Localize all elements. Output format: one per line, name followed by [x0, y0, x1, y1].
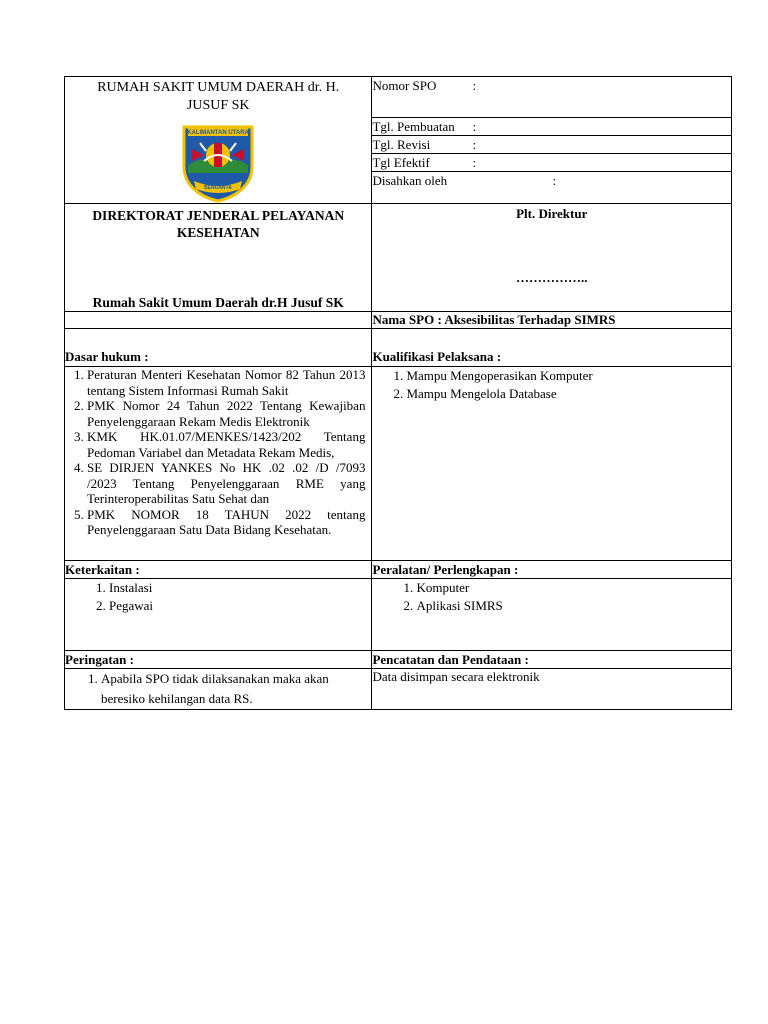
legal-basis-list — [65, 367, 371, 538]
equipment-item: 1. Komputer — [416, 579, 725, 597]
meta-label-efektif: Tgl Efektif — [372, 154, 472, 172]
equipment-list — [372, 579, 731, 615]
related-title: Keterkaitan : — [65, 561, 372, 579]
related-item: 1. Instalasi — [109, 579, 365, 597]
hospital-cell — [65, 77, 372, 204]
qualification-cell — [372, 367, 732, 561]
recording-title: Pencatatan dan Pendataan : — [372, 651, 732, 669]
meta-table — [372, 77, 731, 189]
hospital-logo-emblem — [178, 121, 258, 203]
meta-label-revisi: Tgl. Revisi — [372, 136, 472, 154]
warning-item: 1. Apabila SPO tidak dilaksanakan maka akan beresiko kehilangan data RS. — [101, 669, 365, 709]
legal-basis-item: 2. PMK Nomor 24 Tahun 2022 Tentang Kewajiban Penyelenggaraan Rekam Medis Elektronik — [87, 398, 365, 429]
meta-label-nomor: Nomor SPO — [372, 77, 472, 118]
related-item: 2. Pegawai — [109, 597, 365, 615]
qualification-item: 1. Mampu Mengoperasikan Komputer — [406, 367, 725, 385]
qualification-list — [372, 367, 731, 403]
meta-sep-disahkan: : — [552, 173, 557, 188]
legal-basis-item: 5. PMK NOMOR 18 TAHUN 2022 tentang Penyelenggaraan Satu Data Bidang Kesehatan. — [87, 507, 365, 538]
spo-table — [64, 76, 732, 710]
meta-sep-efektif: : — [472, 154, 731, 172]
meta-label-disahkan: Disahkan oleh — [372, 173, 448, 188]
related-cell — [65, 579, 372, 651]
hospital-name: RUMAH SAKIT UMUM DAERAH dr. H. JUSUF SK — [97, 80, 340, 113]
legal-basis-item: 3. KMK HK.01.07/MENKES/1423/202 Tentang Pedoman Variabel dan Metadata Rekam Medis, — [87, 429, 365, 460]
equipment-cell — [372, 579, 732, 651]
spo-document — [64, 76, 732, 710]
related-list — [65, 579, 371, 615]
qualification-title: Kualifikasi Pelaksana : — [372, 329, 732, 367]
qualification-item: 2. Mampu Mengelola Database — [406, 385, 725, 403]
directorate-cell — [65, 204, 372, 312]
signer-title: Plt. Direktur — [516, 206, 588, 221]
recording-text: Data disimpan secara elektronik — [372, 669, 732, 710]
spo-name: Nama SPO : Aksesibilitas Terhadap SIMRS — [372, 312, 732, 329]
meta-sep-pembuatan: : — [472, 118, 731, 136]
equipment-item: 2. Aplikasi SIMRS — [416, 597, 725, 615]
directorate-hospital: Rumah Sakit Umum Daerah dr.H Jusuf SK — [92, 295, 344, 310]
signer-name: …………….. — [515, 270, 588, 285]
logo-bottom-label: BENUANTA — [204, 185, 233, 191]
signer-cell — [372, 204, 732, 312]
equipment-title: Peralatan/ Perlengkapan : — [372, 561, 732, 579]
meta-sep-nomor: : — [472, 77, 731, 118]
legal-basis-cell — [65, 367, 372, 561]
meta-sep-revisi: : — [472, 136, 731, 154]
spo-name-empty-cell — [65, 312, 372, 329]
warning-list — [65, 669, 371, 709]
directorate-title: DIREKTORAT JENDERAL PELAYANAN KESEHATAN — [92, 208, 345, 240]
legal-basis-title: Dasar hukum : — [65, 329, 372, 367]
logo-top-label: KALIMANTAN UTARA — [187, 130, 250, 136]
meta-cell — [372, 77, 732, 204]
legal-basis-item: 4. SE DIRJEN YANKES No HK .02 .02 /D /7093 /2023 Tentang Penyelenggaraan RME yang Terinteroperabilitas Satu Sehat dan — [87, 460, 365, 507]
meta-label-pembuatan: Tgl. Pembuatan — [372, 118, 472, 136]
legal-basis-item: 1. Peraturan Menteri Kesehatan Nomor 82 Tahun 2013 tentang Sistem Informasi Rumah Sakit — [87, 367, 365, 398]
warning-cell — [65, 669, 372, 710]
warning-title: Peringatan : — [65, 651, 372, 669]
